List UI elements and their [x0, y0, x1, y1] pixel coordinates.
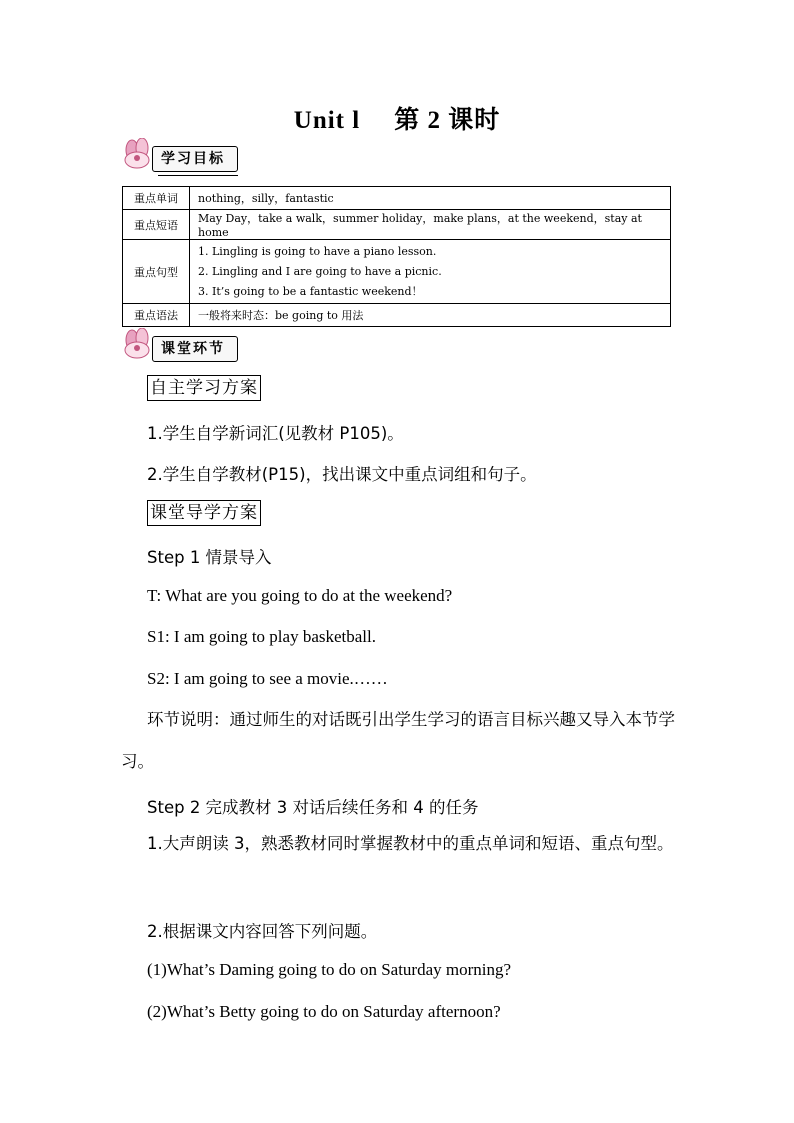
- table-row: [123, 240, 671, 304]
- table-key: 重点单词: [123, 187, 190, 210]
- sentence-line: 3. It’s going to be a fantastic weekend！: [198, 284, 423, 298]
- step2-label: Step 2 完成教材 3 对话后续任务和 4 的任务: [147, 798, 479, 817]
- sentence-line: 1. Lingling is going to have a piano lesson.: [198, 244, 437, 258]
- unit-label: Unit l: [293, 107, 361, 134]
- class-badge-label: 课堂环节: [152, 336, 238, 362]
- self-study-heading: 自主学习方案: [147, 375, 261, 401]
- class-badge: [118, 335, 238, 363]
- goals-table: [122, 186, 671, 327]
- table-row: [123, 187, 671, 210]
- lesson-label: 第 2 课时: [394, 107, 501, 134]
- table-value: [190, 240, 671, 304]
- self-study-item-1: 1.学生自学新词汇(见教材 P105)。: [147, 424, 404, 443]
- table-row: [123, 210, 671, 240]
- dialogue-line: T: What are you going to do at the weekend?: [147, 586, 453, 605]
- question-2: (2)What’s Betty going to do on Saturday afternoon?: [147, 1002, 501, 1021]
- dialogue-line: S2: I am going to see a movie.……: [147, 669, 388, 688]
- task-1: 1.大声朗读 3，熟悉教材同时掌握教材中的重点单词和短语、重点句型。: [147, 834, 674, 853]
- self-study-item-2: 2.学生自学教材(P15)，找出课文中重点词组和句子。: [147, 465, 537, 484]
- step1-note: 环节说明：通过师生的对话既引出学生学习的语言目标兴趣又导入本节学习。: [121, 710, 675, 771]
- step1-label: Step 1 情景导入: [147, 548, 272, 567]
- table-value: nothing，silly，fantastic: [190, 187, 671, 210]
- dialogue-line: S1: I am going to play basketball.: [147, 627, 376, 646]
- table-key: 重点句型: [123, 240, 190, 304]
- table-value: 一般将来时态：be going to 用法: [190, 304, 671, 327]
- task-2: 2.根据课文内容回答下列问题。: [147, 922, 378, 941]
- table-key: 重点短语: [123, 210, 190, 240]
- goals-badge: [118, 145, 238, 173]
- guided-heading: 课堂导学方案: [147, 500, 261, 526]
- question-1: (1)What’s Daming going to do on Saturday morning?: [147, 960, 512, 979]
- table-value: May Day，take a walk，summer holiday，make plans，at the weekend，stay at home: [190, 210, 671, 240]
- page-title: [0, 100, 794, 136]
- goals-badge-label: 学习目标: [152, 146, 238, 172]
- sentence-line: 2. Lingling and I are going to have a picnic.: [198, 264, 442, 278]
- table-key: 重点语法: [123, 304, 190, 327]
- table-row: [123, 304, 671, 327]
